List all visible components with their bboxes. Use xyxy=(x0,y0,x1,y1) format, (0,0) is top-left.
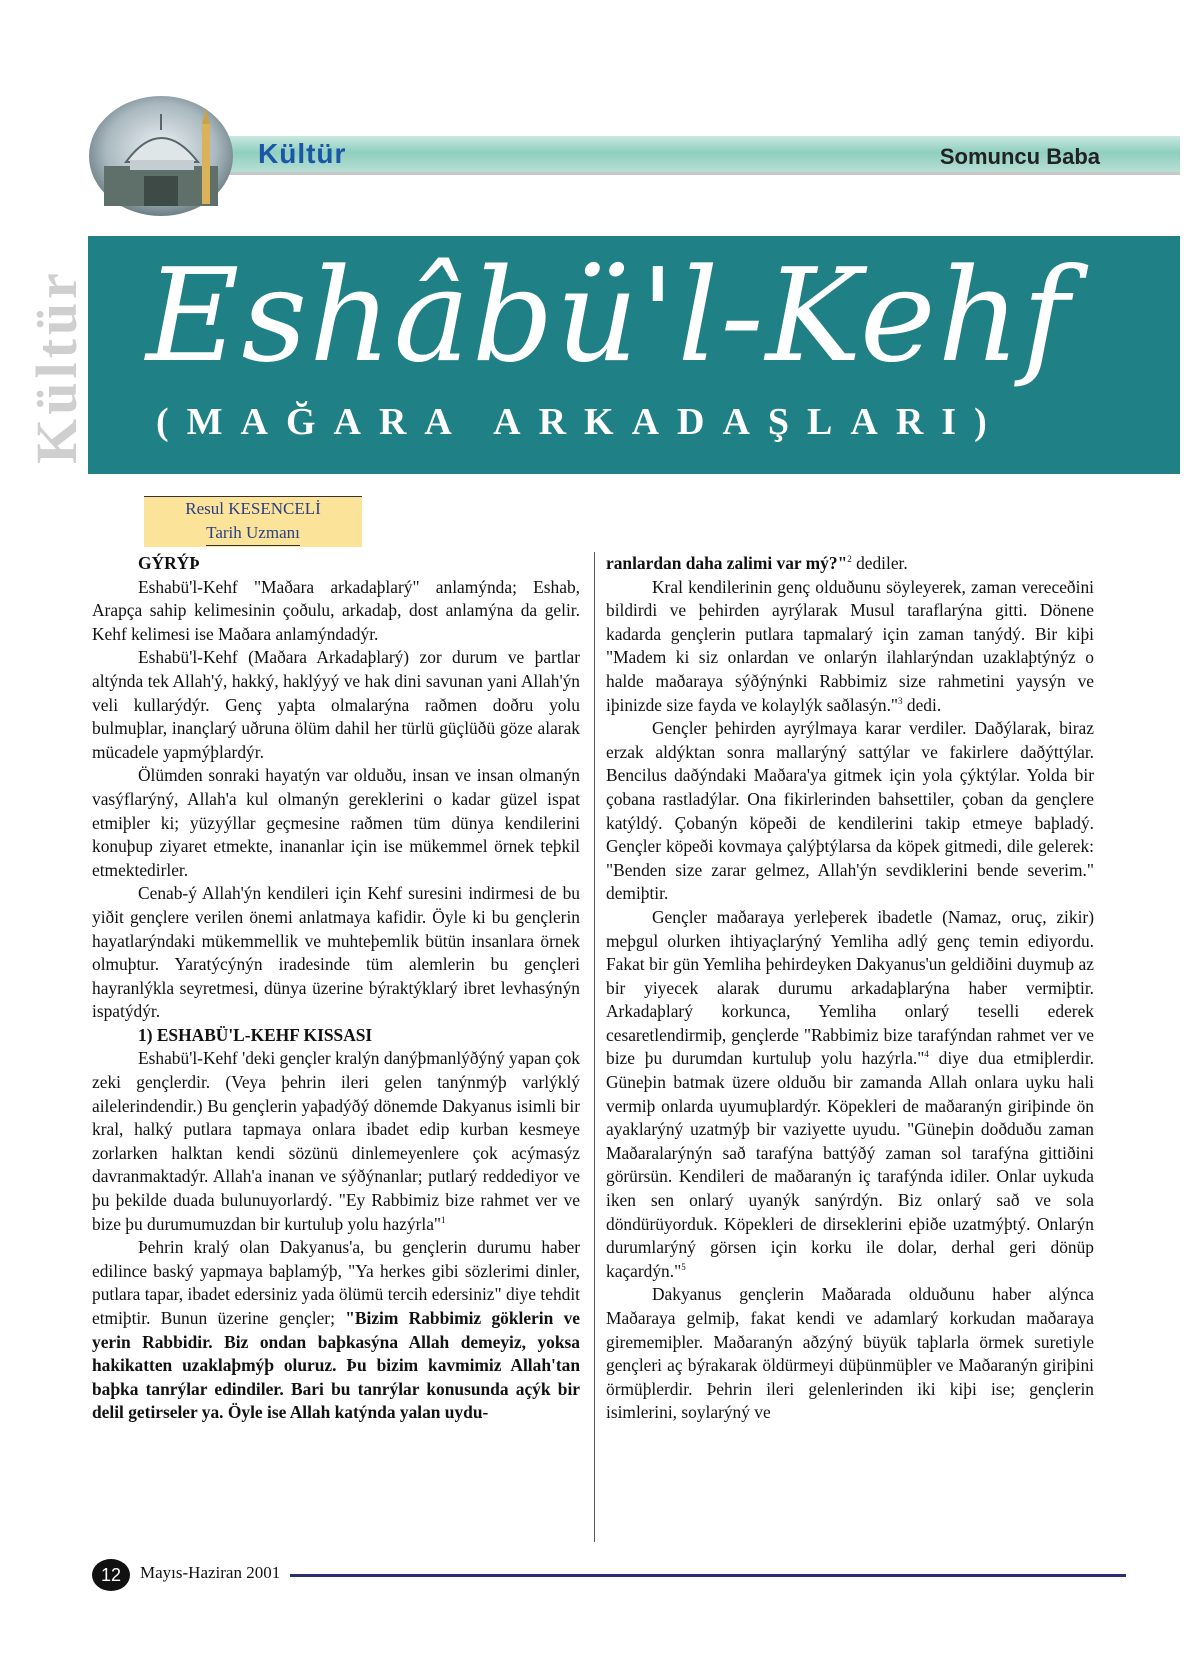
paragraph xyxy=(92,1236,580,1425)
section-heading: 1) ESHABÜ'L-KEHF KISSASI xyxy=(138,1024,373,1045)
header-divider xyxy=(150,172,1180,175)
paragraph xyxy=(606,576,1094,718)
section-label: Kültür xyxy=(258,138,347,169)
paragraph-text: diye dua etmiþlerdir. Güneþin batmak üzere olduðu bir zamanda Allah onlara uyku hali vermiþ onlarda uyumuþlardýr. Köpekleri de maðaranýn giriþinde ön ayaklarýný uzatmýþ bir vaziyette uyudu. "Güneþin doðduðu zaman Maðaralarýnýn sað tarafýna battýðý zaman sol tarafýna gittiðini görürsün. Kendileri de maðaranýn iç tarafýnda idiler. Onlar uykuda iken sen onlarý uyanýk sanýrdýn. Biz onlarý sað ve sola döndürüyorduk. Köpekleri de dirseklerini eþiðe uzatmýþtý. Onlarýn durumlarýný görsen için korku ile dolar, derhal geri dönüp kaçardýn." xyxy=(606,1048,1094,1281)
paragraph-text: Gençler maðaraya yerleþerek ibadetle (Namaz, oruç, zikir) meþgul olurken ihtiyaçlarýný Yemliha adlý genç temin ediyordu. Fakat bir gün Yemliha þehirdeyken Dakyanus'un geldiðini duymuþ az bir yiyecek alarak durumu arkadaþlarýna haber vermiþtir. Arkadaþlarý korkunca, Yemliha onlarý teselli ederek cesaretlendirmiþ, gençlerde "Rabbimiz bize tarafýndan rahmet ver ve bize þu durumdan kurtuluþ yolu hazýrla." xyxy=(606,906,1094,1069)
issue-date: Mayıs-Haziran 2001 xyxy=(140,1563,281,1582)
footnote-ref: 4 xyxy=(924,1049,929,1060)
left-column xyxy=(92,552,580,1425)
quote-text: ranlardan daha zalimi var mý?" xyxy=(606,553,848,573)
paragraph-text: Þehrin kralý olan Dakyanus'a, bu gençlerin durumu haber edilince baský yapmaya baþlamýþ, "Ya herkes gibi sözlerimi dinler, putlara tapar, ibadet edersiniz yada ölümü tercih edersiniz" diye tehdit etmiþtir. Bunun üzerine gençler; xyxy=(92,1237,580,1328)
author-title: Tarih Uzmanı xyxy=(206,521,300,546)
right-column xyxy=(606,552,1094,1425)
paragraph-text: dedi. xyxy=(902,694,942,715)
quote-text: "Bizim Rabbimiz göklerin ve yerin Rabbidir. Biz ondan baþkasýna Allah demeyiz, yoksa hakikatten uzaklaþmýþ oluruz. Þu bizim kavmimiz Allah'tan baþka tanrýlar edindiler. Bari bu tanrýlar konusunda açýk bir delil getirseler ya. Öyle ise Allah katýnda yalan uydu- xyxy=(92,1308,580,1423)
column-divider xyxy=(594,552,595,1542)
mosque-logo-icon xyxy=(86,84,236,218)
paragraph-text: dediler. xyxy=(851,553,908,573)
intro-heading: GÝRÝÞ xyxy=(138,553,200,573)
paragraph xyxy=(606,906,1094,1284)
side-section-label xyxy=(23,236,89,496)
page-number: 12 xyxy=(92,1559,130,1591)
side-section-text: Kültür xyxy=(23,268,89,464)
author-box xyxy=(144,496,362,547)
paragraph: Cenab-ý Allah'ýn kendileri için Kehf suresini indirmesi de bu yiðit gençlere verilen önemi anlatmaya kafidir. Öyle ki bu gençlerin hayatlarýndaki mükemmellik ve muhteþemlik bütün insanlara örnek olmuþtur. Yaratýcýnýn iradesinde tüm alemlerin bu gençleri hayranlýkla seyretmesi, dünya üzerine býraktýklarý ibret levhasýnýn ispatýdýr. xyxy=(92,883,580,1022)
footnote-ref: 1 xyxy=(441,1214,446,1225)
paragraph-text: Eshabü'l-Kehf 'deki gençler kralýn danýþmanlýðýný yapan çok zeki gençlerdir. (Veya þehrin ileri gelen tanýnmýþ varlýklý ailelerindendir.) Bu gençlerin yaþadýðý dönemde Dakyanus isimli bir kral, halký putlara tapmaya onlara ibadet edip kurban kesmeye zorlarken halktan kendi sözünü dinlemeyenlere çok acýmasýz davranmaktadýr. Allah'a inanan ve sýðýnanlar; putlarý reddediyor ve þu þekilde duada bulunuyorlardý. "Ey Rabbimiz bize rahmet ver ve bize þu durumumuzdan bir kurtuluþ yolu hazýrla" xyxy=(92,1048,580,1234)
paragraph xyxy=(606,552,1094,576)
author-name: Resul KESENCELİ xyxy=(185,499,321,518)
paragraph: Eshabü'l-Kehf "Maðara arkadaþlarý" anlamýnda; Eshab, Arapça sahip kelimesinin çoðulu, arkadaþ, dost anlamýna da gelir. Kehf kelimesi ise Maðara anlamýndadýr. xyxy=(92,576,580,644)
footnote-ref: 5 xyxy=(681,1262,686,1273)
article-subtitle: (MAĞARA ARKADAŞLARI) xyxy=(156,401,1005,443)
title-banner xyxy=(88,236,1180,474)
paragraph-text: Kral kendilerinin genç olduðunu söyleyerek, zaman vereceðini bildirdi ve þehirden ayrýlarak Musul taraflarýna gitti. Dönene kadarda gençlerin putlara tapmalarý için zaman tanýdý. Bir kiþi "Madem ki siz onlardan ve onlarýn ilahlarýndan uzaklaþtýnýz o halde maðaraya sýðýnýnki Rabbimiz size rahmetini yaysýn ve iþinizde size fayda ve kolaylýk saðlasýn." xyxy=(606,576,1094,715)
footnote-ref: 2 xyxy=(847,554,852,565)
article-title: Eshâbü'l-Kehf xyxy=(146,242,1072,391)
paragraph: Gençler þehirden ayrýlmaya karar verdiler. Daðýlarak, biraz erzak aldýktan sonra mallarýný sattýlar ve fakirlere daðýttýlar. Bencilus daðýndaki Maðara'ya gitmek için yola çýktýlar. Yolda bir çobana rastladýlar. Ona fikirlerinden bahsettiler, çoban da gençlere katýldý. Çobanýn köpeði de kendilerini takip etmeye baþladý. Gençler köpeði kovmaya çalýþtýlarsa da köpek gitmedi, dile gelerek: "Benden size zarar gelmez, Allah'ýn sevdiklerini bende severim." demiþtir. xyxy=(606,718,1094,904)
paragraph: Eshabü'l-Kehf (Maðara Arkadaþlarý) zor durum ve þartlar altýnda tek Allah'ý, hakký, haklýyý ve hak dini savunan yani Allah'ýn veli kullarýdýr. Genç yaþta olmalarýna raðmen doðru yolu bulmuþlar, inançlarý uðruna ölüm dahil her türlü güçlüðü göze alarak mücadele yapmýþlardýr. xyxy=(92,647,580,762)
footnote-ref: 3 xyxy=(898,695,903,706)
paragraph: Dakyanus gençlerin Maðarada olduðunu haber alýnca Maðaraya gelmiþ, fakat kendi ve adamlarý korkudan maðaraya girememiþler. Maðaranýn aðzýný büyük taþlarla örmek suretiyle gençleri aç býrakarak öldürmeyi düþünmüþler ve Maðaranýn giriþini örmüþlerdir. Þehrin ileri gelenlerinden iki kiþi ise; gençlerin isimlerini, soylarýný ve xyxy=(606,1284,1094,1423)
footer-divider xyxy=(290,1574,1126,1577)
magazine-name: Somuncu Baba xyxy=(939,144,1100,169)
paragraph: Ölümden sonraki hayatýn var olduðu, insan ve insan olmanýn vasýflarýný, Allah'a kul olmanýn gereklerini o kadar güzel ispat etmiþler ki; yüzyýllar geçmesine raðmen tüm dünya kendilerini konuþup ziyaret etmekte, inananlar için ise mükemmel örnek teþkil etmektedirler. xyxy=(92,765,580,880)
paragraph xyxy=(92,1047,580,1236)
